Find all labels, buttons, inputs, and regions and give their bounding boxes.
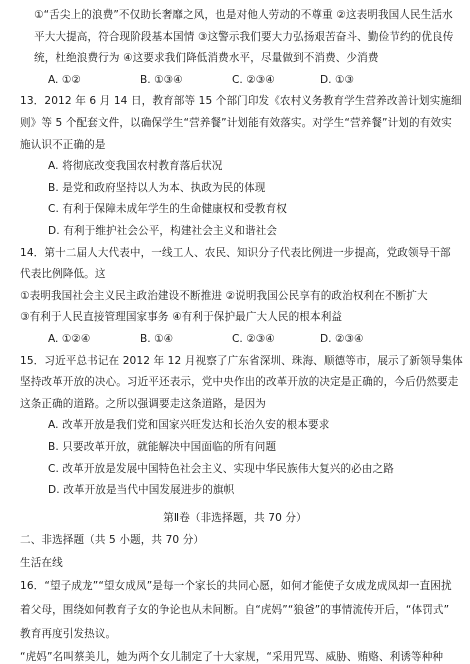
q12-option-a[interactable]: A. ①②: [48, 73, 81, 86]
q15-option-a[interactable]: A. 改革开放是我们党和国家兴旺发达和长治久安的根本要求: [48, 419, 330, 432]
section-2-heading: 二、非选择题（共 5 小题，共 70 分）: [20, 534, 205, 546]
q15-option-b[interactable]: B. 只要改革开放，就能解决中国面临的所有问题: [48, 441, 277, 453]
q13-option-a[interactable]: A. 将彻底改变我国农村教育落后状况: [48, 160, 223, 173]
q15-stem-line-2: 坚持改革开放的决心。习近平还表示，党中央作出的改革开放的决定是正确的，今后仍然要走: [20, 376, 459, 389]
q16-stem-line-4: “虎妈”名叫蔡美儿，她为两个女儿制定了十大家规，“采用咒骂、威胁、贿赂、利诱等种种: [20, 651, 444, 663]
q16-stem-line-1: 16．“望子成龙”“望女成凤”是每一个家长的共同心愿，如何才能使子女成龙成凤却一直困扰: [20, 580, 452, 592]
q15-stem-line-3: 这条正确的道路。之所以强调要走这条道路，是因为: [20, 397, 266, 410]
q13-option-d[interactable]: D. 有利于维护社会公平，构建社会主义和谐社会: [48, 225, 278, 237]
q13-option-c[interactable]: C. 有利于保障未成年学生的生命健康权和受教育权: [48, 203, 287, 216]
q14-stem-line-2: 代表比例降低。这: [20, 268, 106, 281]
q12-statement-line-3: 统，杜绝浪费行为 ④这要求我们降低消费水平，尽量做到不消费、少消费: [34, 52, 379, 65]
q14-statement-line-2: ③有利于人民直接管理国家事务 ④有利于保护最广大人民的根本利益: [20, 311, 343, 324]
q14-option-c[interactable]: C. ②③④: [232, 333, 275, 345]
q14-option-a[interactable]: A. ①②④: [48, 333, 91, 345]
q12-statement-line-1: ①“舌尖上的浪费”不仅助长奢靡之风，也是对他人劳动的不尊重 ②这表明我国人民生活水: [34, 9, 453, 21]
q13-stem-line-1: 13．2012 年 6 月 14 日，教育部等 15 个部门印发《农村义务教育学生营养改善计划实施细: [20, 95, 462, 108]
q15-option-d[interactable]: D. 改革开放是当代中国发展进步的旗帜: [48, 484, 235, 497]
q15-option-c[interactable]: C. 改革开放是发展中国特色社会主义、实现中华民族伟大复兴的必由之路: [48, 462, 394, 475]
q16-stem-line-3: 教育再度引发热议。: [20, 628, 117, 640]
q12-option-c[interactable]: C. ②③④: [232, 73, 275, 86]
q16-stem-line-2: 着父母，围绕如何教育子女的争论也从未间断。自“虎妈”“狼爸”的事情流传开后，“体罚式”: [20, 604, 450, 616]
q14-stem-line-1: 14．第十二届人大代表中，一线工人、农民、知识分子代表比例进一步提高，党政领导干部: [20, 246, 451, 259]
subheading-living-online: 生活在线: [20, 557, 63, 569]
q14-option-b[interactable]: B. ①④: [140, 333, 173, 345]
q12-option-d[interactable]: D. ①③: [320, 73, 354, 86]
q13-stem-line-3: 施认识不正确的是: [20, 138, 106, 151]
q14-statement-line-1: ①表明我国社会主义民主政治建设不断推进 ②说明我国公民享有的政治权利在不断扩大: [20, 289, 428, 302]
q12-option-b[interactable]: B. ①③④: [140, 73, 183, 86]
q12-statement-line-2: 平大大提高，符合现阶段基本国情 ③这警示我们要大力弘扬艰苦奋斗、勤俭节约的优良传: [34, 30, 454, 43]
q15-stem-line-1: 15．习近平总书记在 2012 年 12 月视察了广东省深圳、珠海、顺德等市，展示了新领导集体: [20, 354, 463, 367]
q13-option-b[interactable]: B. 是党和政府坚持以人为本、执政为民的体现: [48, 181, 266, 194]
q14-option-d[interactable]: D. ②③④: [320, 333, 364, 345]
volume-2-title: 第Ⅱ卷（非选择题，共 70 分）: [163, 512, 307, 524]
q13-stem-line-2: 则》等 5 个配套文件，以确保学生“营养餐”计划能有效落实。对学生“营养餐”计划的有效实: [20, 117, 452, 129]
